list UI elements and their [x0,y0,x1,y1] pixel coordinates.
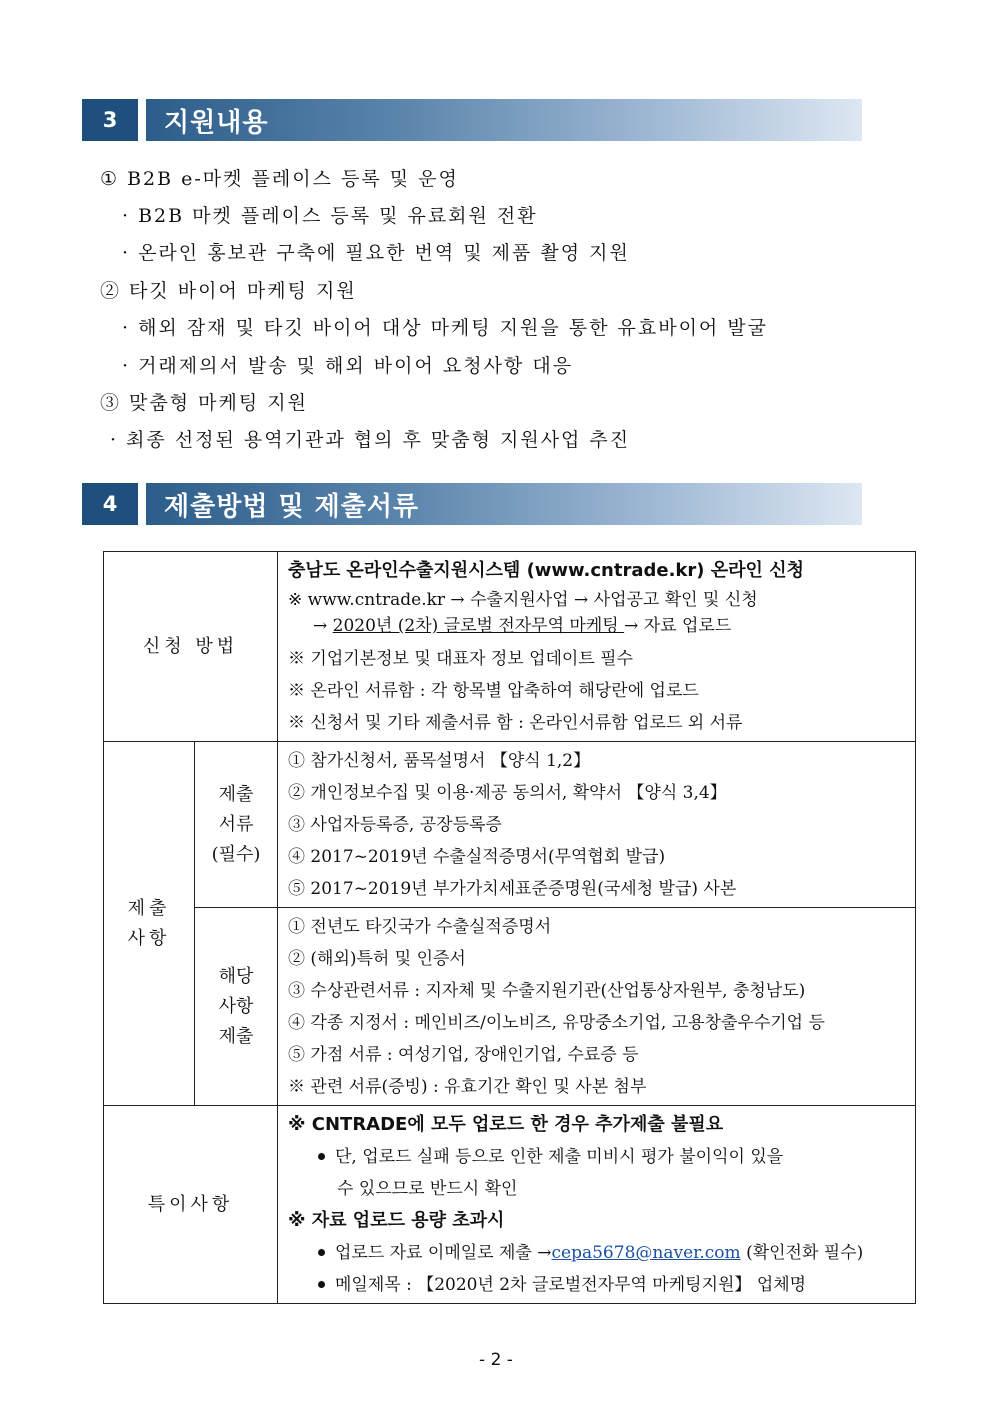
table-row-optional [104,908,916,1106]
optional-content [278,908,916,1106]
list-item: · 거래제의서 발송 및 해외 바이어 요청사항 대응 [122,355,574,377]
list-item: ① B2B e-마켓 플레이스 등록 및 운영 [100,168,459,190]
email-link[interactable]: cepa5678@naver.com [551,1243,741,1263]
apply-note: ※ 신청서 및 기타 제출서류 함 : 온라인서류함 업로드 외 서류 [288,713,743,733]
apply-line [288,613,907,639]
optional-label [195,908,278,1106]
required-item: ① 참가신청서, 품목설명서 【양식 1,2】 [288,751,591,771]
required-label-line: (필수) [211,843,261,865]
bullet-icon [318,1249,325,1256]
submission-table [103,551,916,1304]
required-label-line: 제출 [218,783,254,805]
optional-item: ④ 각종 지정서 : 메인비즈/이노비즈, 유망중소기업, 고용창출우수기업 등 [288,1013,825,1033]
apply-content [278,552,916,742]
section-title: 지원내용 [146,99,862,141]
bullet-icon [318,1153,325,1160]
apply-label: 신청 방법 [104,552,278,742]
page-number: - 2 - [479,1350,513,1370]
required-item: ② 개인정보수집 및 이용·제공 동의서, 확약서 【양식 3,4】 [288,783,727,803]
special-label: 특이사항 [104,1106,278,1304]
apply-note: ※ 기업기본정보 및 대표자 정보 업데이트 필수 [288,649,634,669]
optional-label-line: 제출 [218,1025,254,1047]
list-item: · 최종 선정된 용역기관과 협의 후 맞춤형 지원사업 추진 [110,429,631,451]
optional-label-line: 사항 [218,995,254,1017]
section-number: 3 [82,99,138,141]
required-item: ④ 2017~2019년 수출실적증명서(무역협회 발급) [288,847,666,867]
submit-label [104,742,195,1106]
arrow-prefix: → [313,616,333,636]
special-heading: ※ 자료 업로드 용량 초과시 [288,1210,505,1231]
section-number: 4 [82,483,138,525]
apply-line: ※ www.cntrade.kr → 수출지원사업 → 사업공고 확인 및 신청 [288,590,758,610]
special-bullet [288,1237,907,1269]
required-label [195,742,278,908]
arrow-suffix: → 자료 업로드 [624,616,732,636]
special-bullet [288,1141,907,1173]
required-label-line: 서류 [218,813,254,835]
optional-item: ② (해외)특허 및 인증서 [288,949,466,969]
optional-item: ③ 수상관련서류 : 지자체 및 수출지원기관(산업통상자원부, 충청남도) [288,981,806,1001]
optional-item: ⑤ 가점 서류 : 여성기업, 장애인기업, 수료증 등 [288,1045,639,1065]
program-name: 2020년 (2차) 글로벌 전자무역 마케팅 [332,616,625,636]
list-item: · 해외 잠재 및 타깃 바이어 대상 마케팅 지원을 통한 유효바이어 발굴 [122,317,769,339]
bullet-text: 단, 업로드 실패 등으로 인한 제출 미비시 평가 불이익이 있을 [335,1147,784,1167]
bullet-text: 업로드 자료 이메일로 제출 → [335,1243,552,1263]
list-item: ③ 맞춤형 마케팅 지원 [100,392,308,414]
optional-item: ① 전년도 타깃국가 수출실적증명서 [288,917,552,937]
apply-headline: 충남도 온라인수출지원시스템 (www.cntrade.kr) 온라인 신청 [288,560,804,581]
list-item: · B2B 마켓 플레이스 등록 및 유료회원 전환 [122,205,538,227]
required-item: ⑤ 2017~2019년 부가가치세표준증명원(국세청 발급) 사본 [288,879,737,899]
special-content [278,1106,916,1304]
apply-note: ※ 온라인 서류함 : 각 항목별 압축하여 해당란에 업로드 [288,681,699,701]
submit-label-line: 사항 [127,927,171,949]
bullet-text: 메일제목 : 【2020년 2차 글로벌전자무역 마케팅지원】 업체명 [335,1275,807,1295]
required-item: ③ 사업자등록증, 공장등록증 [288,815,502,835]
special-heading: ※ CNTRADE에 모두 업로드 한 경우 추가제출 불필요 [288,1114,724,1135]
list-item: · 온라인 홍보관 구축에 필요한 번역 및 제품 촬영 지원 [122,242,630,264]
table-row-apply [104,552,916,742]
special-bullet-continued: 수 있으므로 반드시 확인 [337,1179,518,1199]
table-row-special [104,1106,916,1304]
list-item: ② 타깃 바이어 마케팅 지원 [100,280,357,302]
submit-label-line: 제출 [127,897,171,919]
section-title: 제출방법 및 제출서류 [146,483,862,525]
table-row-required [104,742,916,908]
bullet-icon [318,1281,325,1288]
optional-item: ※ 관련 서류(증빙) : 유효기간 확인 및 사본 첨부 [288,1077,647,1097]
required-content [278,742,916,908]
special-bullet [288,1269,907,1301]
optional-label-line: 해당 [218,965,254,987]
bullet-text: (확인전화 필수) [740,1243,864,1263]
